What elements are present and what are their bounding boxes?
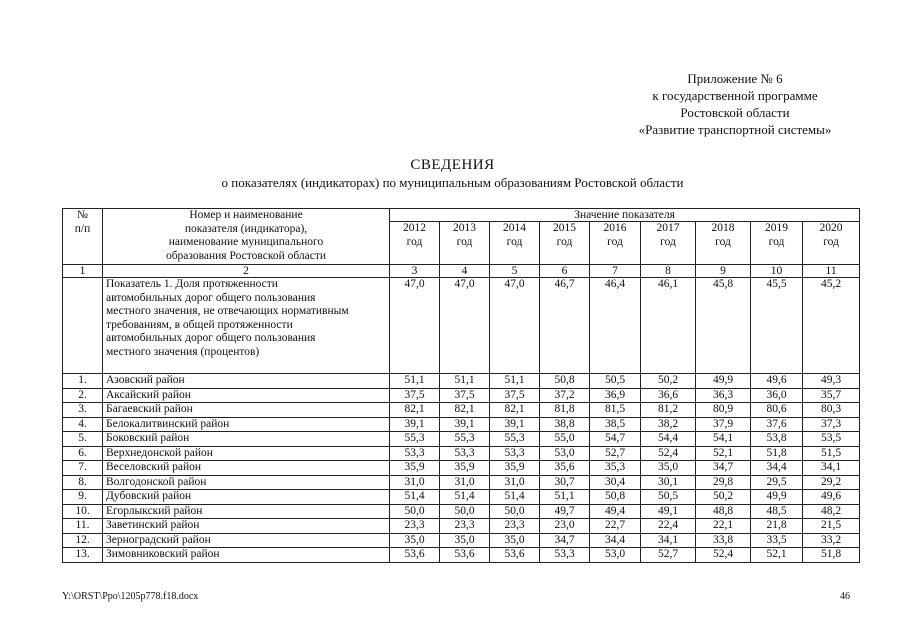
row-number: 6. [63,446,103,461]
indicators-table [62,208,860,563]
district-name: Зимовниковский район [103,548,390,563]
value-cell: 54,1 [696,432,751,447]
indicator-value: 47,0 [390,278,440,374]
value-cell: 30,4 [590,475,641,490]
table-row [63,403,860,418]
annex-line: «Развитие транспортной системы» [638,122,832,137]
row-number: 7. [63,461,103,476]
column-number: 5 [490,265,540,278]
table-row [63,446,860,461]
indicator-value: 45,2 [803,278,860,374]
value-cell: 53,3 [540,548,590,563]
district-name: Зерноградский район [103,533,390,548]
indicator-value: 46,7 [540,278,590,374]
year-header: 2020 год [803,222,860,265]
value-cell: 37,3 [803,417,860,432]
row-number: 10. [63,504,103,519]
indicator-value: 45,5 [751,278,803,374]
value-cell: 81,8 [540,403,590,418]
district-name: Егорлыкский район [103,504,390,519]
header-values: Значение показателя [390,209,860,222]
row-number: 12. [63,533,103,548]
value-cell: 55,3 [390,432,440,447]
value-cell: 49,4 [590,504,641,519]
value-cell: 53,6 [440,548,490,563]
value-cell: 22,4 [641,519,696,534]
value-cell: 38,5 [590,417,641,432]
value-cell: 80,9 [696,403,751,418]
value-cell: 39,1 [390,417,440,432]
value-cell: 29,2 [803,475,860,490]
value-cell: 35,0 [440,533,490,548]
value-cell: 55,3 [490,432,540,447]
column-number: 7 [590,265,641,278]
value-cell: 34,7 [696,461,751,476]
value-cell: 34,4 [590,533,641,548]
annex-line: Приложение № 6 [687,71,783,86]
year-header: 2015 год [540,222,590,265]
district-name: Аксайский район [103,388,390,403]
value-cell: 49,9 [751,490,803,505]
value-cell: 51,8 [751,446,803,461]
value-cell: 39,1 [440,417,490,432]
column-number: 1 [63,265,103,278]
value-cell: 55,3 [440,432,490,447]
column-number: 10 [751,265,803,278]
value-cell: 34,1 [641,533,696,548]
indicator-value: 45,8 [696,278,751,374]
indicator-value: 46,4 [590,278,641,374]
value-cell: 51,1 [390,374,440,389]
indicator-value: 47,0 [490,278,540,374]
value-cell: 37,5 [440,388,490,403]
value-cell: 52,7 [590,446,641,461]
value-cell: 36,3 [696,388,751,403]
document-heading [0,156,905,192]
value-cell: 35,6 [540,461,590,476]
indicator-value: 47,0 [440,278,490,374]
value-cell: 53,5 [803,432,860,447]
value-cell: 48,5 [751,504,803,519]
table-row [63,374,860,389]
value-cell: 35,7 [803,388,860,403]
value-cell: 22,7 [590,519,641,534]
year-header: 2012 год [390,222,440,265]
value-cell: 21,5 [803,519,860,534]
table-row [63,490,860,505]
column-number: 6 [540,265,590,278]
row-number: 1. [63,374,103,389]
value-cell: 38,2 [641,417,696,432]
value-cell: 49,9 [696,374,751,389]
row-number: 2. [63,388,103,403]
year-header: 2016 год [590,222,641,265]
row-number: 9. [63,490,103,505]
value-cell: 80,6 [751,403,803,418]
header-name: Номер и наименование показателя (индикатора), наименование муниципального образования Ростовской области [103,209,390,265]
column-number: 4 [440,265,490,278]
value-cell: 50,0 [440,504,490,519]
value-cell: 23,3 [490,519,540,534]
value-cell: 35,3 [590,461,641,476]
value-cell: 48,8 [696,504,751,519]
value-cell: 82,1 [390,403,440,418]
row-number: 13. [63,548,103,563]
value-cell: 50,8 [590,490,641,505]
file-path: Y:\ORST\Ppo\1205p778.f18.docx [62,591,199,602]
value-cell: 37,2 [540,388,590,403]
table-row [63,548,860,563]
year-header: 2014 год [490,222,540,265]
year-header: 2013 год [440,222,490,265]
value-cell: 33,2 [803,533,860,548]
value-cell: 53,3 [440,446,490,461]
annex-block [600,70,870,138]
value-cell: 35,9 [490,461,540,476]
value-cell: 34,1 [803,461,860,476]
column-number: 8 [641,265,696,278]
value-cell: 81,5 [590,403,641,418]
value-cell: 55,0 [540,432,590,447]
value-cell: 31,0 [390,475,440,490]
value-cell: 29,5 [751,475,803,490]
value-cell: 51,4 [440,490,490,505]
year-header: 2017 год [641,222,696,265]
value-cell: 54,4 [641,432,696,447]
header-num: № п/п [63,209,103,265]
value-cell: 34,7 [540,533,590,548]
district-name: Боковский район [103,432,390,447]
value-cell: 23,3 [390,519,440,534]
value-cell: 53,6 [390,548,440,563]
value-cell: 31,0 [440,475,490,490]
indicator-num [63,278,103,374]
value-cell: 38,8 [540,417,590,432]
column-number: 9 [696,265,751,278]
value-cell: 37,5 [490,388,540,403]
indicator-value: 46,1 [641,278,696,374]
value-cell: 50,5 [641,490,696,505]
row-number: 8. [63,475,103,490]
district-name: Верхнедонской район [103,446,390,461]
value-cell: 39,1 [490,417,540,432]
value-cell: 23,3 [440,519,490,534]
value-cell: 52,1 [751,548,803,563]
value-cell: 35,0 [641,461,696,476]
value-cell: 54,7 [590,432,641,447]
value-cell: 36,6 [641,388,696,403]
value-cell: 50,0 [390,504,440,519]
document-title: СВЕДЕНИЯ [410,157,495,173]
row-number: 5. [63,432,103,447]
value-cell: 80,3 [803,403,860,418]
table-header-row [63,209,860,222]
value-cell: 50,0 [490,504,540,519]
value-cell: 33,8 [696,533,751,548]
value-cell: 49,7 [540,504,590,519]
column-number: 2 [103,265,390,278]
district-name: Веселовский район [103,461,390,476]
value-cell: 36,0 [751,388,803,403]
value-cell: 82,1 [440,403,490,418]
table-row [63,504,860,519]
table-row [63,432,860,447]
value-cell: 36,9 [590,388,641,403]
row-number: 3. [63,403,103,418]
value-cell: 52,1 [696,446,751,461]
column-numbers-row [63,265,860,278]
table-row [63,461,860,476]
value-cell: 51,1 [440,374,490,389]
value-cell: 53,0 [540,446,590,461]
annex-line: Ростовской области [680,105,790,120]
annex-line: к государственной программе [652,88,818,103]
value-cell: 35,9 [440,461,490,476]
row-number: 4. [63,417,103,432]
page-number: 46 [840,591,850,602]
value-cell: 50,2 [641,374,696,389]
value-cell: 53,3 [390,446,440,461]
row-number: 11. [63,519,103,534]
value-cell: 51,5 [803,446,860,461]
value-cell: 51,8 [803,548,860,563]
indicator-name: Показатель 1. Доля протяженности автомобильных дорог общего пользования местного значения, не отвечающих нормативным требованиям, в общей протяженности автомобильных дорог общего пользования местного значения (процентов) [103,278,390,374]
year-header: 2018 год [696,222,751,265]
table-row [63,519,860,534]
value-cell: 29,8 [696,475,751,490]
value-cell: 31,0 [490,475,540,490]
value-cell: 52,4 [641,446,696,461]
value-cell: 51,1 [490,374,540,389]
value-cell: 22,1 [696,519,751,534]
value-cell: 37,5 [390,388,440,403]
value-cell: 49,1 [641,504,696,519]
year-header: 2019 год [751,222,803,265]
value-cell: 52,7 [641,548,696,563]
column-number: 11 [803,265,860,278]
value-cell: 52,4 [696,548,751,563]
value-cell: 53,8 [751,432,803,447]
district-name: Азовский район [103,374,390,389]
value-cell: 49,3 [803,374,860,389]
table-row [63,388,860,403]
value-cell: 53,6 [490,548,540,563]
value-cell: 53,0 [590,548,641,563]
value-cell: 51,1 [540,490,590,505]
district-name: Багаевский район [103,403,390,418]
value-cell: 53,3 [490,446,540,461]
document-subtitle: о показателях (индикаторах) по муниципальным образованиям Ростовской области [221,175,684,190]
value-cell: 48,2 [803,504,860,519]
column-number: 3 [390,265,440,278]
district-name: Заветинский район [103,519,390,534]
table-row [63,533,860,548]
value-cell: 49,6 [751,374,803,389]
value-cell: 81,2 [641,403,696,418]
table-row [63,475,860,490]
value-cell: 35,9 [390,461,440,476]
indicator-row [63,278,860,374]
value-cell: 30,7 [540,475,590,490]
value-cell: 50,8 [540,374,590,389]
value-cell: 35,0 [390,533,440,548]
value-cell: 21,8 [751,519,803,534]
district-name: Волгодонской район [103,475,390,490]
value-cell: 37,9 [696,417,751,432]
value-cell: 35,0 [490,533,540,548]
district-name: Белокалитвинский район [103,417,390,432]
value-cell: 30,1 [641,475,696,490]
value-cell: 51,4 [390,490,440,505]
value-cell: 37,6 [751,417,803,432]
value-cell: 33,5 [751,533,803,548]
value-cell: 34,4 [751,461,803,476]
table-row [63,417,860,432]
value-cell: 50,2 [696,490,751,505]
district-name: Дубовский район [103,490,390,505]
value-cell: 51,4 [490,490,540,505]
value-cell: 23,0 [540,519,590,534]
value-cell: 49,6 [803,490,860,505]
value-cell: 50,5 [590,374,641,389]
value-cell: 82,1 [490,403,540,418]
